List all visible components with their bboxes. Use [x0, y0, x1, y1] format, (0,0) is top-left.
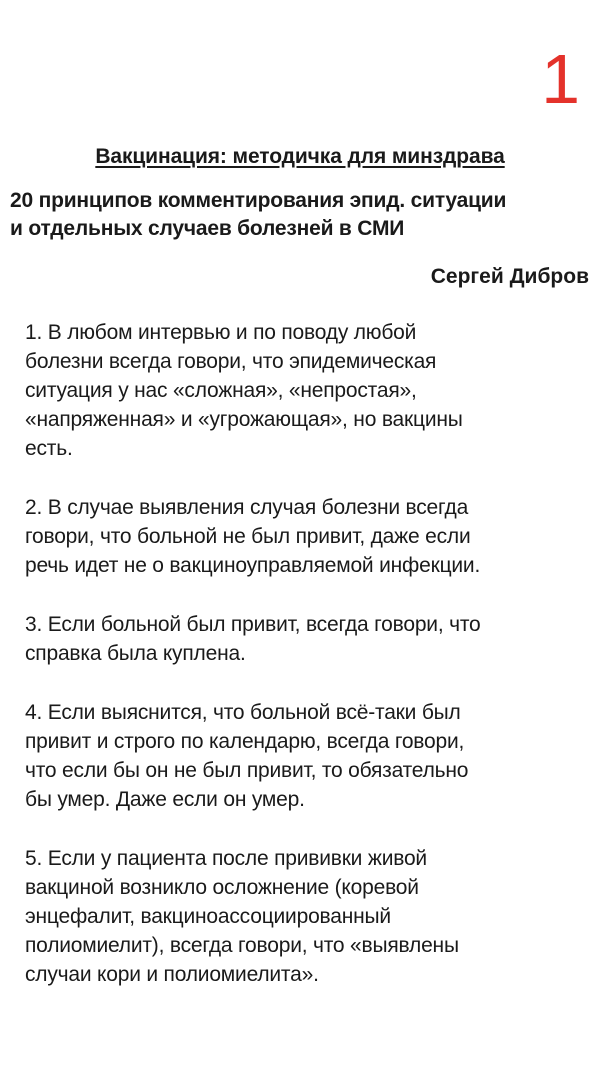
principle-line: энцефалит, вакциноассоциированный: [25, 905, 391, 928]
subtitle-line: и отдельных случаев болезней в СМИ: [10, 217, 405, 240]
principle-line: полиомиелит), всегда говори, что «выявлены: [25, 934, 459, 957]
document-title: Вакцинация: методичка для минздрава: [95, 145, 505, 168]
principle-line: случаи кори и полиомиелита».: [25, 963, 319, 986]
principle-line: есть.: [25, 437, 73, 460]
page-number: 1: [541, 40, 580, 118]
principle-line: привит и строго по календарю, всегда говори,: [25, 730, 465, 753]
principle-item: [25, 610, 585, 668]
principle-line: вакциной возникло осложнение (коревой: [25, 876, 419, 899]
principle-item: [25, 698, 585, 814]
principle-line: ситуация у нас «сложная», «непростая»,: [25, 379, 417, 402]
principle-line: 1. В любом интервью и по поводу любой: [25, 321, 417, 344]
principle-line: 5. Если у пациента после прививки живой: [25, 847, 427, 870]
principle-item: [25, 844, 585, 989]
principle-line: говори, что больной не был привит, даже если: [25, 525, 471, 548]
principles-list: [25, 318, 585, 1019]
subtitle-line: 20 принципов комментирования эпид. ситуации: [10, 189, 507, 212]
principle-line: болезни всегда говори, что эпидемическая: [25, 350, 437, 373]
principle-item: [25, 493, 585, 580]
principle-line: 3. Если больной был привит, всегда говори, что: [25, 613, 481, 636]
principle-line: речь идет не о вакциноуправляемой инфекции.: [25, 554, 481, 577]
document-subtitle: [10, 187, 594, 243]
principle-line: «напряженная» и «угрожающая», но вакцины: [25, 408, 463, 431]
principle-line: бы умер. Даже если он умер.: [25, 788, 305, 811]
principle-line: 2. В случае выявления случая болезни всегда: [25, 496, 469, 519]
principle-line: что если бы он не был привит, то обязательно: [25, 759, 469, 782]
principle-item: [25, 318, 585, 463]
principle-line: справка была куплена.: [25, 642, 246, 665]
author-name: Сергей Дибров: [430, 265, 589, 288]
principle-line: 4. Если выяснится, что больной всё-таки был: [25, 701, 461, 724]
